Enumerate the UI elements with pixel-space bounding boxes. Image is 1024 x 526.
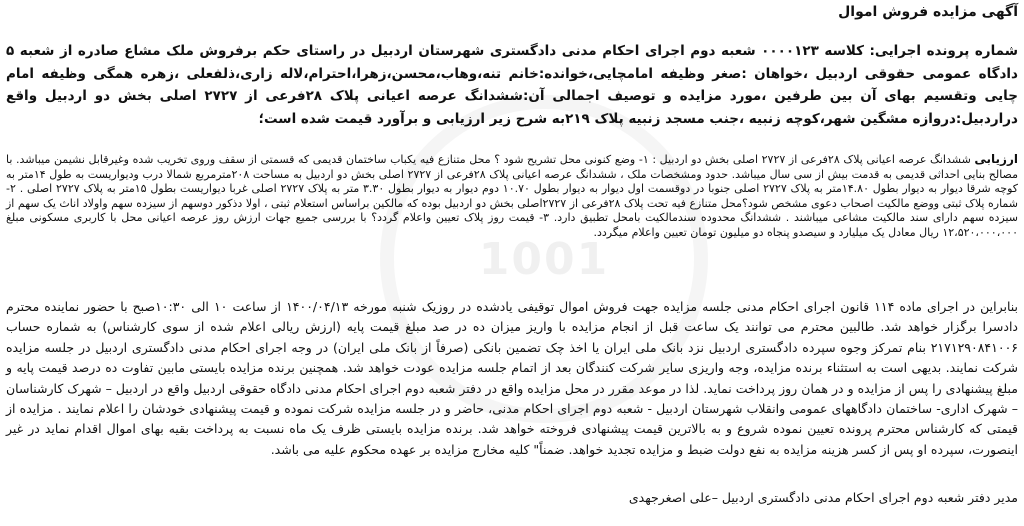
case-header-paragraph: شماره پرونده اجرایی: کلاسه ۰۰۰۰۱۲۳ شعبه دوم اجرای احکام مدنی دادگستری شهرستان اردبیل در راستای حکم برفروش ملک مشاع صادره از شعبه ۵ دادگاه عمومی حقوقی اردبیل ،خواهان :صغر وظیفه امامچایی،خوانده:خانم تنه،وهاب،محسن،زهرا،احترام،لاله زاری،ذلفعلی ،زهره همگی وظیفه امام چایی وتقسیم بهای آن بین طرفین ،مورد مزایده و توصیف اجمالی آن:ششدانگ عرصه اعیانی پلاک ۲۸فرعی از ۲۷۲۷ اصلی بخش دو اردبیل واقع دراردبیل:دروازه مشگین شهر،کوچه زنبیه ،جنب مسجد زنبیه پلاک ۲۱۹به شرح زیر ارزیابی و برآورد قیمت شده است؛: [6, 43, 1018, 127]
appraisal-paragraph: [6, 152, 1018, 241]
signature-line: مدیر دفتر شعبه دوم اجرای احکام مدنی دادگستری اردبیل –علی اصغرجهدی: [628, 490, 1018, 505]
appraisal-lead: ارزیابی: [974, 152, 1018, 166]
auction-terms-paragraph: بنابراین در اجرای ماده ۱۱۴ قانون اجرای احکام مدنی جلسه مزایده جهت فروش اموال توقیفی یادشده در روزیک شنبه مورخه ۱۴۰۰/۰۴/۱۳ از ساعت ۱۰ الی ۱۰:۳۰صبح با حضور نماینده محترم دادسرا برگزار خواهد شد. طالبین محترم می توانند یک ساعت قبل از انجام مزایده با واریز میزان ده در صد مبلغ قیمت پایه (ارزش ریالی اعلام شده از سوی کارشناس) به شماره حساب ۲۱۷۱۲۹۰۸۴۱۰۰۶ بنام تمرکز وجوه سپرده دادگستری اردبیل نزد بانک ملی ایران یا اخذ چک تضمین بانکی (صرفاً از بانک ملی ایران) در وجه اجرای احکام مدنی دادگستری اردبیل در جلسه مزایده شرکت نمایند. بدیهی است به استثناء برنده مزایده، وجه واریزی سایر شرکت کنندگان بعد از اتمام جلسه مزایده عودت خواهد شد. همچنین برنده مزایده بایستی مابین تفاوت ده درصد قیمت پایه و مبلغ پیشنهادی را پس از مزایده و در همان روز پرداخت نماید. لذا در موعد مقرر در محل مزایده واقع در دفتر شعبه دوم اجرای احکام مدنی دادگاه حقوقی اردبیل واقع در اردبیل – شهرک کارشناسان – شهرک اداری- ساختمان دادگاههای عمومی وانقلاب شهرستان اردبیل - شعبه دوم اجرای احکام مدنی، حاضر و در جلسه مزایده شرکت نموده و قیمت پیشنهادی خودشان را اعلام نمایند . مزایده از قیمتی که کارشناس محترم پرونده تعیین نموده شروع و به بالاترین قیمت پیشنهادی فروخته خواهد شد. برنده مزایده بایستی ظرف یک ماه نسبت به پرداخت بقیه بهای اموال اقدام نماید در غیر اینصورت، سپرده او پس از کسر هزینه مزایده به نفع دولت ضبط و مزایده تجدید خواهد. ضمناً" کلیه مخارج مزایده بر عهده محکوم علیه می باشد.: [6, 299, 1019, 457]
watermark-text: 1001: [478, 233, 610, 285]
appraisal-text: ششدانگ عرصه اعیانی پلاک ۲۸فرعی از ۲۷۲۷ اصلی بخش دو اردبیل : ۱- وضع کنونی محل تشریح شود ؟ محل متنازع فیه یکباب ساختمان قدیمی که قسمتی از سقف وروی تخریب شده وغیرقابل نشیمن میباشد. با مصالح بنایی احداثی قدیمی به قدمت بیش از سی سال میباشد. حدود ومشخصات ملک ، ششدانگ عرصه اعیانی پلاک ۲۸فرعی از ۲۷۲۷ اصلی بخش دو اردبیل به مساحت ۲۰۸مترمربع شمالا درب وديواريست به طول ۱۴متر به کوچه شرقا دیوار به دیوار بطول ۱۴.۸۰متر به پلاک ۲۷۲۷ اصلی جنوبا در دوقسمت اول دیوار به دیوار بطول ۱۰.۷۰ دوم دیوار به دیوار بطول ۳.۳۰ متر به پلاک ۲۷۲۷ اصلی غربا دیواریست بطول ۱۵متر به پلاک ۲۷۲۷ اصلی . ۲- شماره پلاک ثبتی ووضع مالکیت اصحاب دعوی مشخص شود؟محل متنازع فیه تحت پلاک ۲۸فرعی از ۲۷۲۷اصلی بخش دو اردبیل بوده که مالکین براساس استعلام ثبتی ، اولا دذکور دوسهم از سیزده سهم واولاد اناث یک سهم از سیزده سهم دارای سند مالکیت مشاعی میباشند . ششدانگ محدوده سندمالکیت بامحل تطبیق دارد. ۳- قیمت روز پلاک تعیین واعلام گردد؟ با بررسی جمیع جهات ارزش روز عرصه اعیانی محل با کاربری مسکونی مبلغ ۱۲،۵۲۰،۰۰۰،۰۰۰ ریال معادل یک میلیارد و سیصدو پنجاه دو میلیون تومان تعیین واعلام میگردد.: [6, 153, 1019, 239]
notice-title: آگهی مزایده فروش اموال: [838, 4, 1018, 20]
